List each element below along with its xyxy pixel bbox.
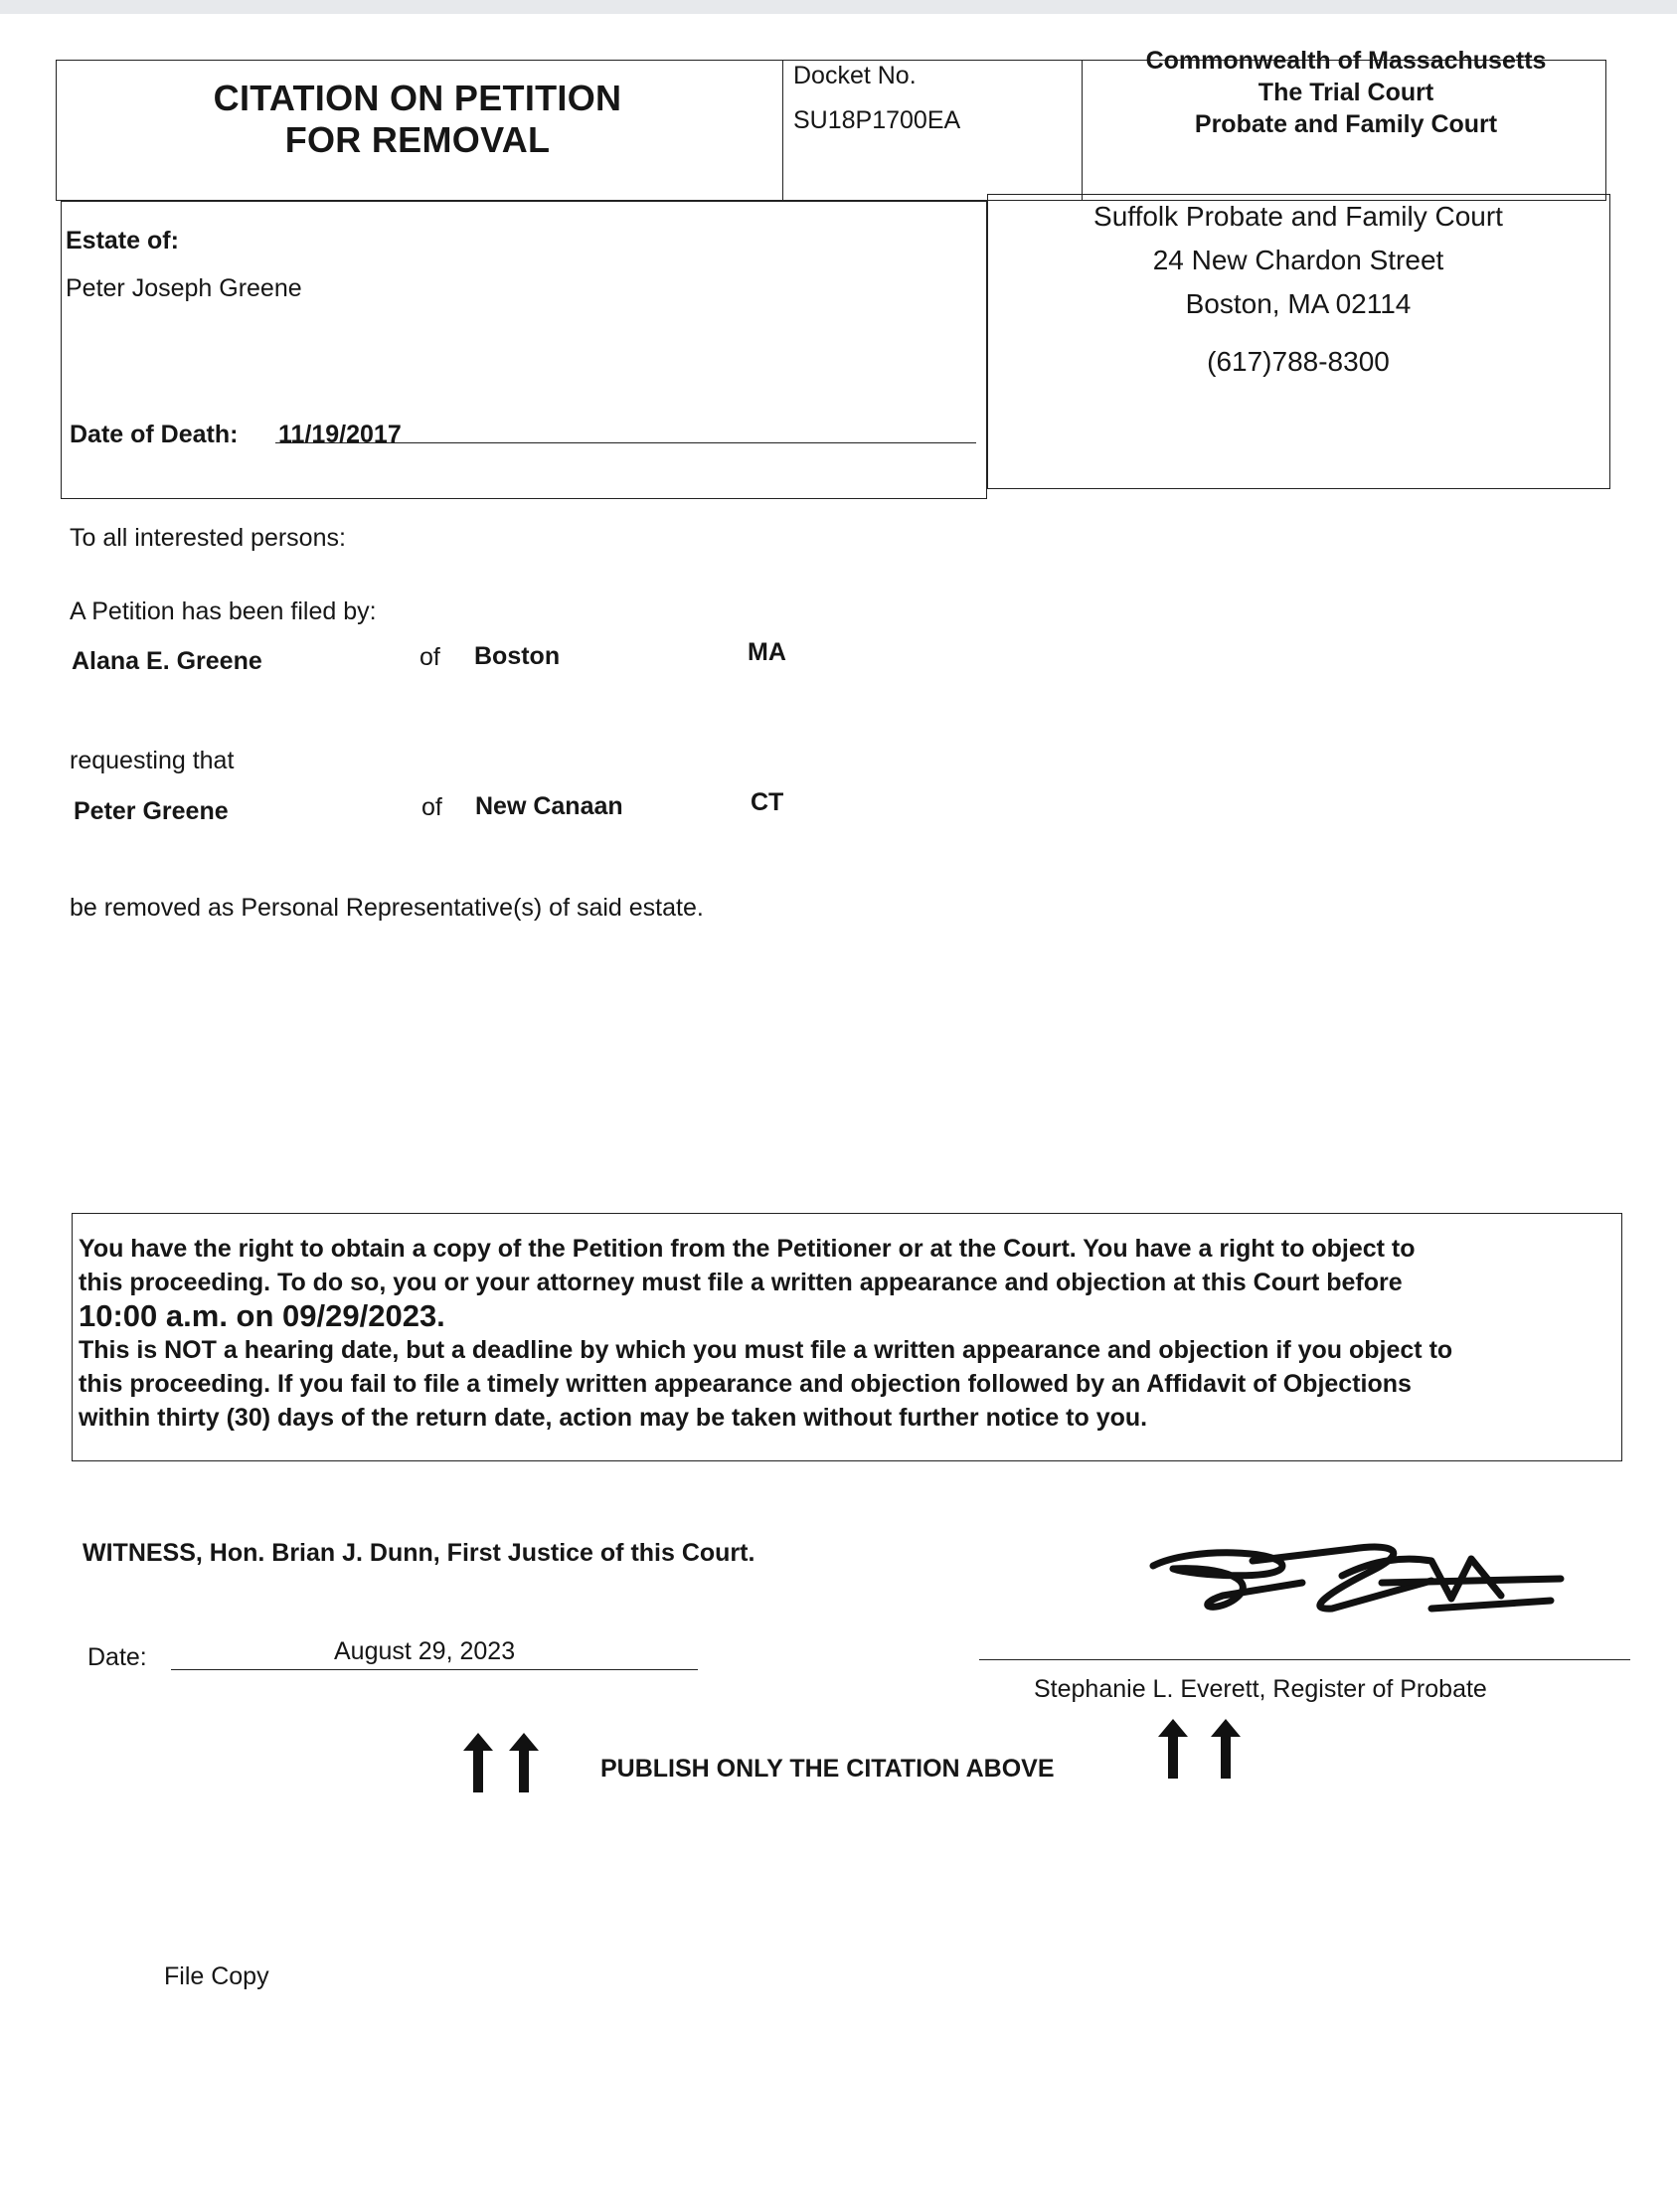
header-divider-1 bbox=[782, 60, 783, 201]
docket-label: Docket No. bbox=[793, 62, 917, 89]
docket-number: SU18P1700EA bbox=[793, 106, 961, 134]
respondent-of: of bbox=[421, 793, 442, 821]
date-of-death-value: 11/19/2017 bbox=[278, 421, 402, 448]
objection-notice-box bbox=[72, 1213, 1622, 1461]
signature-line bbox=[979, 1659, 1630, 1660]
title-line-2: FOR REMOVAL bbox=[284, 119, 551, 160]
notice-line-2: this proceeding. To do so, you or your attorney must file a written appearance and objection at this Court before bbox=[79, 1269, 1403, 1296]
greeting: To all interested persons: bbox=[70, 524, 346, 552]
notice-line-5: this proceeding. If you fail to file a timely written appearance and objection followed by an Affidavit of Objections bbox=[79, 1370, 1412, 1398]
up-arrow-icon bbox=[509, 1733, 539, 1792]
court-phone: (617)788-8300 bbox=[1207, 346, 1390, 377]
court-address bbox=[990, 195, 1606, 384]
court-line-2: The Trial Court bbox=[1258, 79, 1434, 106]
removal-text: be removed as Personal Representative(s) of said estate. bbox=[70, 894, 704, 922]
court-city: Boston, MA 02114 bbox=[1185, 288, 1412, 319]
up-arrow-icon bbox=[463, 1733, 493, 1792]
estate-label: Estate of: bbox=[66, 227, 179, 255]
notice-deadline: 10:00 a.m. on 09/29/2023. bbox=[79, 1298, 445, 1333]
respondent-name: Peter Greene bbox=[74, 797, 229, 825]
court-street: 24 New Chardon Street bbox=[1152, 245, 1444, 275]
petitioner-city: Boston bbox=[474, 642, 561, 670]
date-of-death-underline bbox=[275, 442, 976, 443]
up-arrow-icon bbox=[1211, 1719, 1241, 1779]
court-line-1: Commonwealth of Massachusetts bbox=[1145, 47, 1547, 75]
witness-text: WITNESS, Hon. Brian J. Dunn, First Justice of this Court. bbox=[83, 1539, 755, 1567]
petitioner-of: of bbox=[419, 643, 440, 671]
notice-line-4: This is NOT a hearing date, but a deadline by which you must file a written appearance and objection if you object to bbox=[79, 1336, 1453, 1364]
notice-line-6: within thirty (30) days of the return date, action may be taken without further notice to you. bbox=[79, 1404, 1148, 1432]
date-label: Date: bbox=[87, 1643, 147, 1671]
file-copy-label: File Copy bbox=[164, 1962, 269, 1990]
title-line-1: CITATION ON PETITION bbox=[213, 78, 622, 118]
petitioner-state: MA bbox=[748, 638, 786, 666]
register-name: Stephanie L. Everett, Register of Probate bbox=[1034, 1675, 1487, 1703]
respondent-city: New Canaan bbox=[475, 792, 623, 820]
page-title bbox=[139, 78, 696, 161]
header-divider-2 bbox=[1082, 60, 1083, 201]
up-arrow-icon bbox=[1158, 1719, 1188, 1779]
requesting-label: requesting that bbox=[70, 747, 235, 774]
date-value: August 29, 2023 bbox=[334, 1637, 516, 1665]
court-line-3: Probate and Family Court bbox=[1194, 110, 1498, 138]
date-underline bbox=[171, 1669, 698, 1670]
notice-line-1: You have the right to obtain a copy of the Petition from the Petitioner or at the Court. You have a right to object to bbox=[79, 1235, 1416, 1263]
register-signature bbox=[1133, 1521, 1581, 1630]
scan-edge bbox=[0, 0, 1677, 14]
estate-box bbox=[61, 201, 987, 499]
publish-note: PUBLISH ONLY THE CITATION ABOVE bbox=[600, 1755, 1055, 1783]
court-header bbox=[1086, 45, 1606, 140]
decedent-name: Peter Joseph Greene bbox=[66, 274, 302, 302]
filed-by-label: A Petition has been filed by: bbox=[70, 597, 377, 625]
petitioner-name: Alana E. Greene bbox=[72, 647, 262, 675]
court-name: Suffolk Probate and Family Court bbox=[1093, 201, 1503, 232]
respondent-state: CT bbox=[751, 788, 784, 816]
date-of-death-label: Date of Death: bbox=[70, 421, 239, 448]
